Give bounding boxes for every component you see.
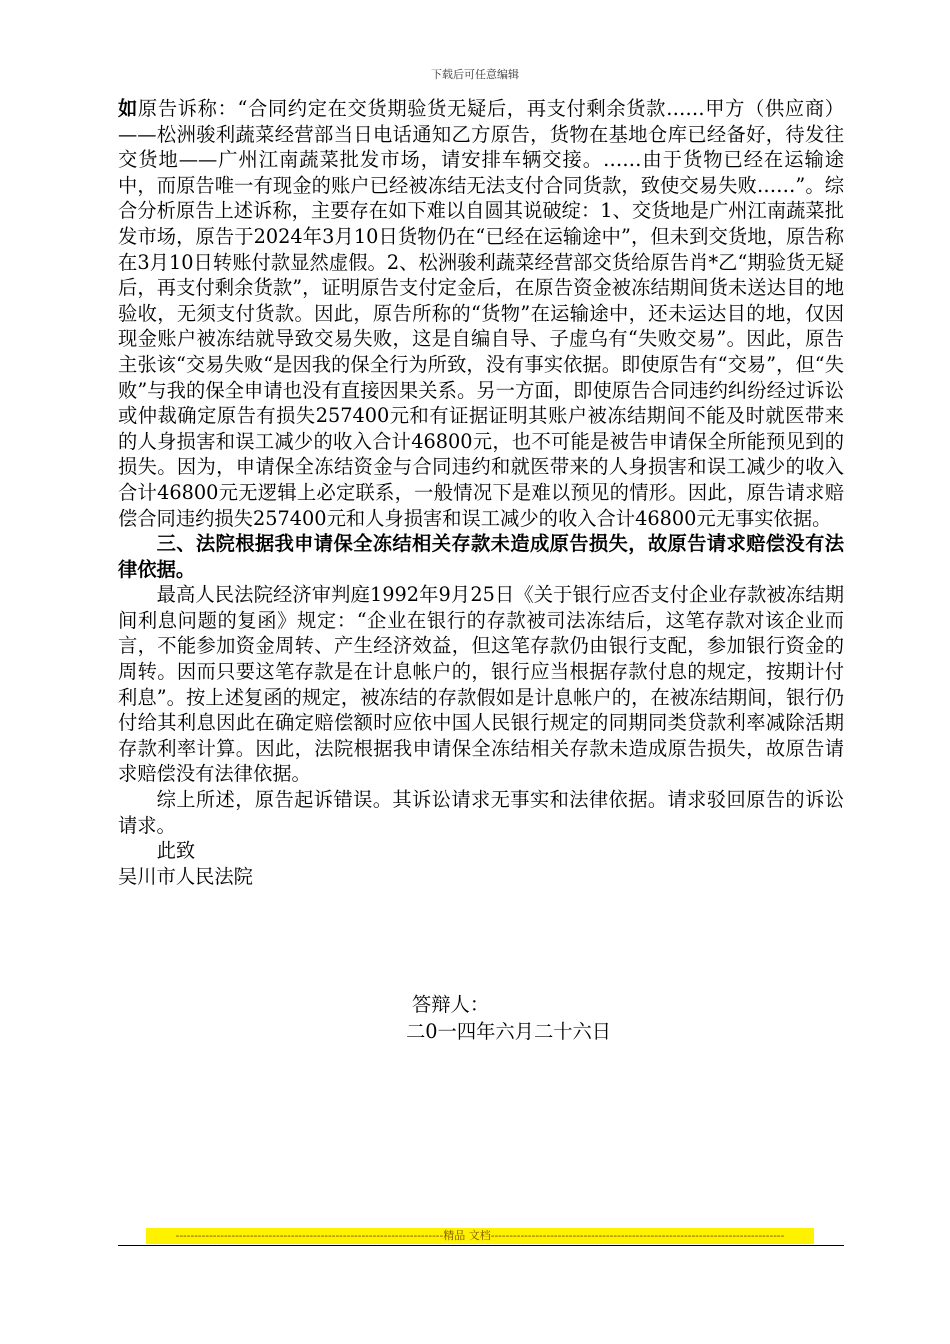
document-body [118,96,844,889]
paragraph-lead-char: 如 [118,97,138,120]
paragraph-conclusion: 综上所述，原告起诉错误。其诉讼请求无事实和法律依据。请求驳回原告的诉讼请求。 [118,788,844,837]
section-heading-3: 三、法院根据我申请保全冻结相关存款未造成原告损失，故原告请求赔偿没有法律依据。 [118,532,844,581]
footer-divider [118,1245,844,1246]
paragraph-plaintiff-claims [118,96,844,531]
addressee-court: 吴川市人民法院 [118,864,253,888]
footer-banner: ------------------------------------------------------------------------精品 文档------------------------------------------------------------------------------- [146,1228,814,1244]
paragraph-text: 原告诉称：“合同约定在交货期验货无疑后，再支付剩余货款……甲方（供应商）——松洲骏利蔬菜经营部当日电话通知乙方原告，货物在基地仓库已经备好，待发往交货地——广州江南蔬菜批发市场，请安排车辆交接。……由于货物已经在运输途中，而原告唯一有现金的账户已经被冻结无法支付合同货款，致使交易失败……”。综合分析原告上述诉称，主要存在如下难以自圆其说破绽：1、交货地是广州江南蔬菜批发市场，原告于2024年3月10日货物仍在“已经在运输途中”，但未到交货地，原告称在3月10日转账付款显然虚假。2、松洲骏利蔬菜经营部交货给原告肖*乙“期验货无疑后，再支付剩余货款”，证明原告支付定金后，在原告资金被冻结期间货未送达目的地验收，无须支付货款。因此，原告所称的“货物”在运输途中，还未运达目的地，仅因现金账户被冻结就导致交易失败，这是自编自导、子虚乌有“失败交易”。因此，原告主张该“交易失败“是因我的保全行为所致，没有事实依据。即使原告有“交易”，但“失败”与我的保全申请也没有直接因果关系。另一方面，即使原告合同违约纠纷经过诉讼或仲裁确定原告有损失257400元和有证据证明其账户被冻结期间不能及时就医带来的人身损害和误工减少的收入合计46800元，也不可能是被告申请保全所能预见到的损失。因为，申请保全冻结资金与合同违约和就医带来的人身损害和误工减少的收入合计46800元无逻辑上必定联系，一般情况下是难以预见的情形。因此，原告请求赔偿合同违约损失257400元和人身损害和误工减少的收入合计46800元无事实依据。 [118,97,845,530]
closing-salutation: 此致 [156,839,196,863]
signature-date: 二0一四年六月二十六日 [406,1020,612,1043]
signature-label: 答辩人： [412,993,490,1016]
paragraph-legal-basis: 最高人民法院经济审判庭1992年9月25日《关于银行应否支付企业存款被冻结期间利息问题的复函》规定：“企业在银行的存款被司法冻结后，这笔存款对该企业而言，不能参加资金周转、产生经济效益，但这笔存款仍由银行支配，参加银行资金的周转。因而只要这笔存款是在计息帐户的，银行应当根据存款付息的规定，按期计付利息”。按上述复函的规定，被冻结的存款假如是计息帐户的，在被冻结期间，银行仍付给其利息因此在确定赔偿额时应依中国人民银行规定的同期同类贷款利率减除活期存款利率计算。因此，法院根据我申请保全冻结相关存款未造成原告损失，故原告请求赔偿没有法律依据。 [118,583,844,786]
header-note: 下载后可任意编辑 [431,68,519,81]
